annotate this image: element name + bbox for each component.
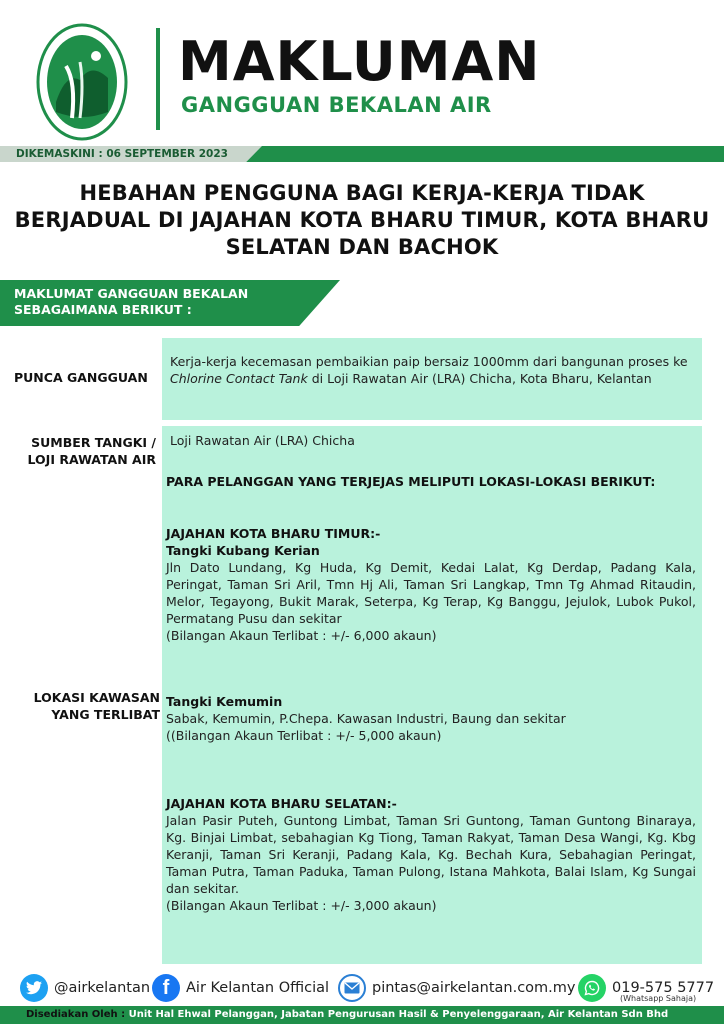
punca-text-italic: Chlorine Contact Tank: [170, 371, 308, 386]
section-kemumin: [166, 693, 696, 744]
punca-label: PUNCA GANGGUAN: [14, 370, 148, 385]
air-kelantan-logo: [36, 22, 128, 142]
timur-tank: Tangki Kubang Kerian: [166, 543, 320, 558]
page-title: MAKLUMAN: [178, 30, 541, 93]
headline: HEBAHAN PENGGUNA BAGI KERJA-KERJA TIDAK BERJADUAL DI JAJAHAN KOTA BHARU TIMUR, KOTA BHARU SELATAN DAN BACHOK: [14, 181, 710, 259]
sumber-label: [16, 434, 156, 468]
twitter-icon: [20, 974, 48, 1002]
email-link[interactable]: [338, 974, 575, 1002]
timur-areas: Jln Dato Lundang, Kg Huda, Kg Demit, Kedai Lalat, Kg Derdap, Padang Kala, Peringat, Taman Sri Aril, Tmn Hj Ali, Taman Sri Langkap, Tmn Tg Ahmad Ritaudin, Melor, Tegayong, Bukit Marak, Seterpa, Kg Terap, Kg Banggu, Jejulok, Lubok Pukol, Permatang Pusu dan sekitar: [166, 560, 696, 626]
contact-footer: [0, 966, 724, 1006]
twitter-link[interactable]: [20, 974, 150, 1002]
whatsapp-note: (Whatsapp Sahaja): [620, 994, 697, 1003]
whatsapp-number: 019-575 5777: [612, 980, 715, 996]
timur-accounts: (Bilangan Akaun Terlibat : +/- 6,000 akaun): [166, 628, 437, 643]
sumber-label-line1: SUMBER TANGKI /: [31, 435, 156, 450]
logo-emblem: [36, 22, 128, 142]
updated-date: DIKEMASKINI : 06 SEPTEMBER 2023: [16, 148, 228, 160]
info-banner-line1: MAKLUMAT GANGGUAN BEKALAN: [14, 286, 249, 301]
selatan-accounts: (Bilangan Akaun Terlibat : +/- 3,000 akaun): [166, 898, 437, 913]
selatan-areas: Jalan Pasir Puteh, Guntong Limbat, Taman Sri Guntong, Taman Guntong Binaraya, Kg. Binjai Limbat, sebahagian Kg Tiong, Taman Rakyat, Taman Desa Wangi, Kg. Kbg Keranji, Taman Sri Keranji, Padang Kala, Kg. Bechah Kura, Sebahagian Peringat, Taman Putra, Taman Paduka, Taman Pulong, Istana Mahkota, Balai Islam, Kg Sungai dan sekitar.: [166, 813, 696, 896]
lokasi-label: [14, 689, 160, 723]
lokasi-label-line1: LOKASI KAWASAN: [33, 690, 160, 705]
punca-text-b: di Loji Rawatan Air (LRA) Chicha, Kota Bharu, Kelantan: [307, 371, 652, 386]
timur-heading: JAJAHAN KOTA BHARU TIMUR:-: [166, 526, 381, 541]
email-address: pintas@airkelantan.com.my: [372, 980, 576, 996]
twitter-handle: @airkelantan: [54, 980, 151, 996]
prepared-by-lead: Disediakan Oleh :: [26, 1009, 126, 1020]
prepared-by: [26, 1009, 668, 1021]
selatan-heading: JAJAHAN KOTA BHARU SELATAN:-: [166, 796, 397, 811]
whatsapp-icon: [578, 974, 606, 1002]
prepared-by-text: Unit Hal Ehwal Pelanggan, Jabatan Pengurusan Hasil & Penyelenggaraan, Air Kelantan Sdn Bhd: [125, 1009, 669, 1020]
sumber-label-line2: LOJI RAWATAN AIR: [27, 452, 156, 467]
section-kota-bharu-timur: [166, 525, 696, 644]
punca-text: [170, 353, 696, 387]
info-banner-line2: SEBAGAIMANA BERIKUT :: [14, 302, 192, 317]
kemumin-tank: Tangki Kemumin: [166, 694, 283, 709]
kemumin-accounts: ((Bilangan Akaun Terlibat : +/- 5,000 akaun): [166, 728, 442, 743]
sumber-text: Loji Rawatan Air (LRA) Chicha: [170, 433, 355, 448]
facebook-link[interactable]: [152, 974, 329, 1002]
section-kota-bharu-selatan: [166, 795, 696, 914]
kemumin-areas: Sabak, Kemumin, P.Chepa. Kawasan Industri, Baung dan sekitar: [166, 711, 566, 726]
facebook-icon: f: [152, 974, 180, 1002]
page-subtitle: GANGGUAN BEKALAN AIR: [181, 93, 492, 117]
punca-text-a: Kerja-kerja kecemasan pembaikian paip bersaiz 1000mm dari bangunan proses ke: [170, 354, 688, 369]
info-banner-text: [14, 286, 314, 318]
mail-icon: [338, 974, 366, 1002]
header-divider: [156, 28, 160, 130]
facebook-name: Air Kelantan Official: [186, 980, 330, 996]
lokasi-label-line2: YANG TERLIBAT: [51, 707, 160, 722]
affected-heading: PARA PELANGGAN YANG TERJEJAS MELIPUTI LOKASI-LOKASI BERIKUT:: [166, 474, 656, 489]
